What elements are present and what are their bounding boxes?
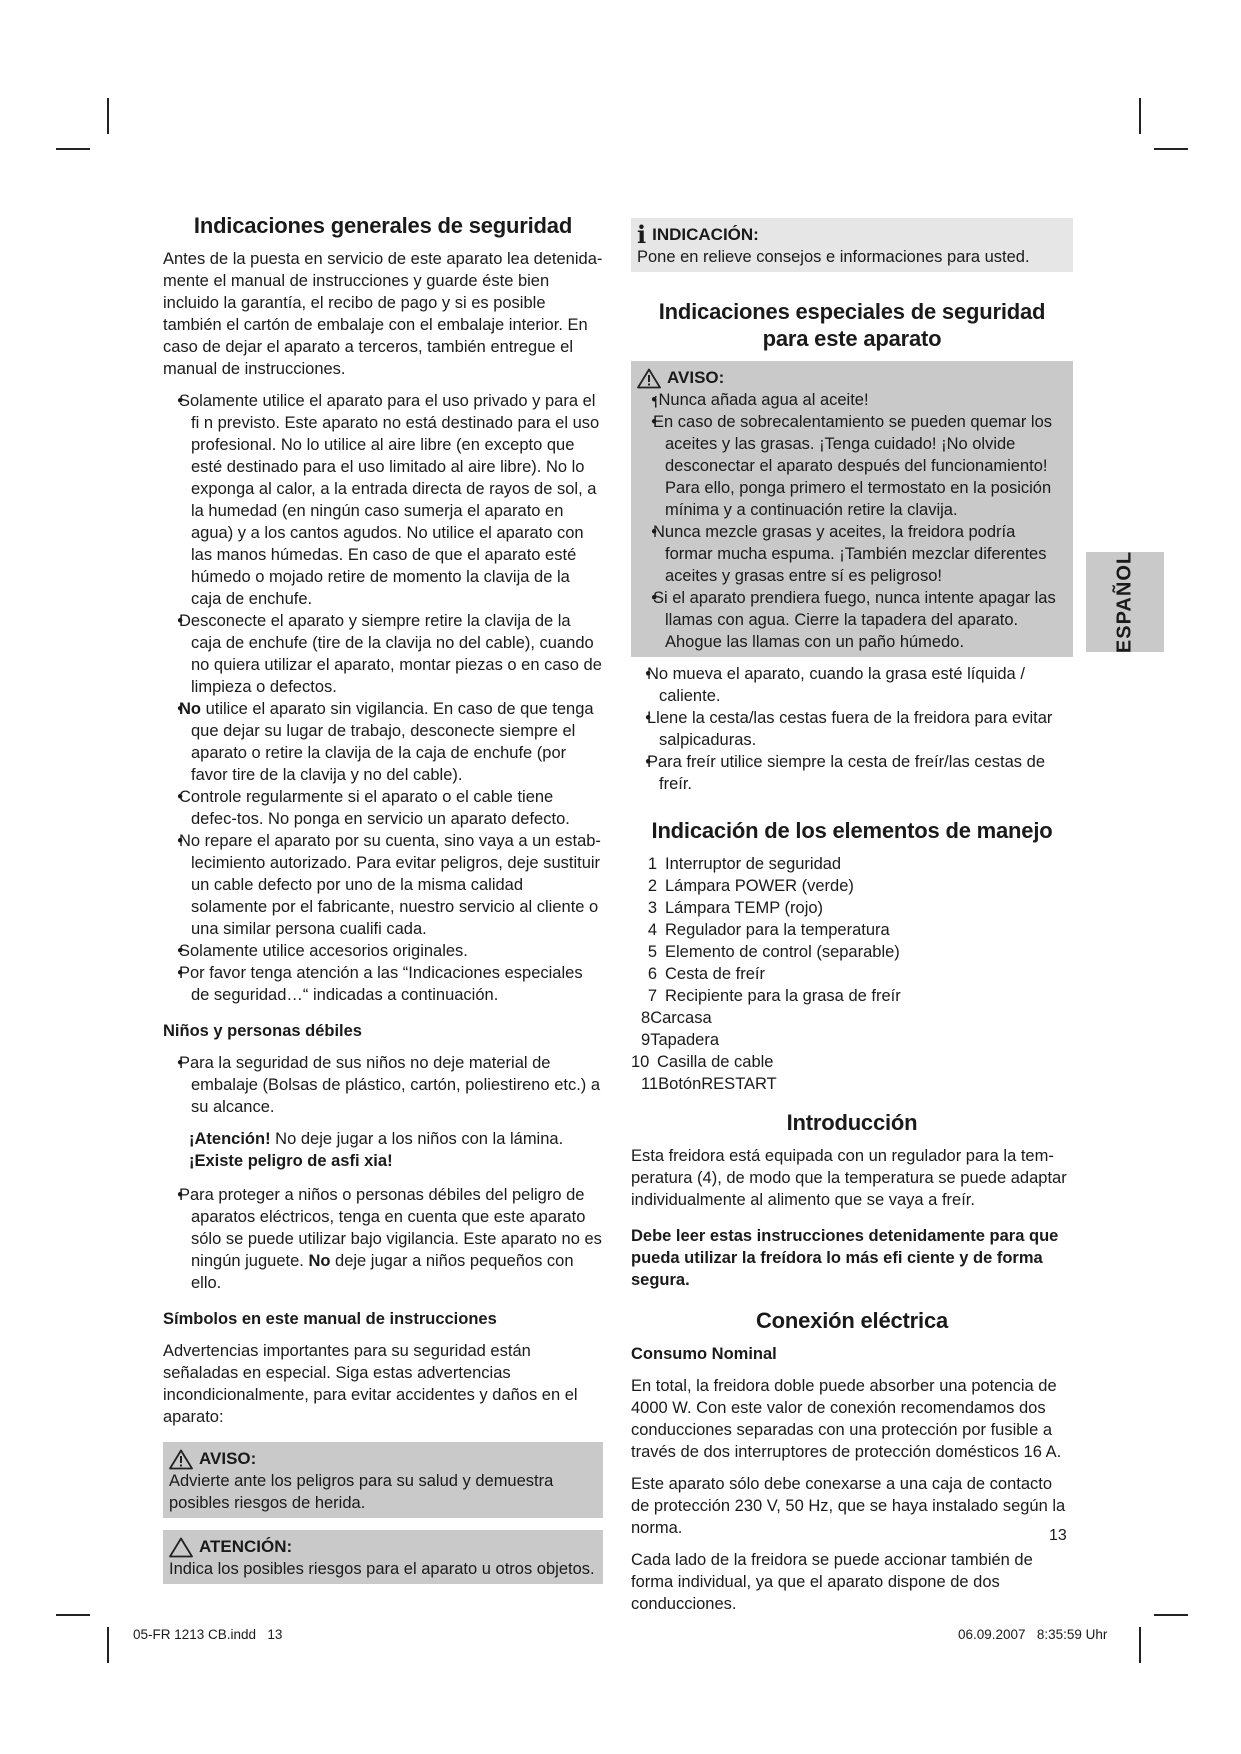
right-column — [631, 218, 1073, 1625]
element-label: Cesta de freír — [665, 965, 765, 983]
list-item: • Nunca mezcle grasas y aceites, la freidora podría formar mucha espuma. ¡También mezclar diferentes aceites y grasas entre sí es peligroso! — [637, 521, 1065, 587]
indicacion-label: INDICACIÓN: — [652, 225, 759, 244]
aviso-label: AVISO: — [667, 368, 725, 387]
symbols-paragraph: Advertencias importantes para su seguridad están señaladas en especial. Siga estas advertencias incondicionalmente, para evitar accidentes y daños en el aparato: — [163, 1342, 578, 1426]
list-item: • Para freír utilice siempre la cesta de freír/las cestas de freír. — [631, 751, 1073, 795]
crop-mark — [1154, 148, 1188, 150]
list-item — [641, 897, 1073, 919]
language-tab-label: ESPAÑOL — [1113, 550, 1136, 654]
crop-mark — [1139, 1627, 1141, 1663]
list-item — [631, 1051, 1073, 1073]
emphasis: ¡Existe peligro de asfi xia! — [189, 1152, 393, 1170]
language-tab — [1086, 552, 1164, 652]
element-number: 7 — [647, 987, 657, 1005]
attention-note — [163, 1128, 603, 1172]
aviso-box — [163, 1442, 603, 1518]
section-heading: Indicación de los elementos de manejo — [651, 818, 1053, 843]
element-label: Carcasa — [650, 1009, 712, 1027]
list-item — [641, 875, 1073, 897]
indicacion-box — [631, 218, 1073, 272]
element-label: Elemento de control (separable) — [665, 943, 900, 961]
list-item: • Controle regularmente si el aparato o el cable tiene defec-tos. No ponga en servicio un aparato defecto. — [163, 786, 603, 830]
element-number: 8 — [641, 1009, 651, 1027]
attention-text: No deje jugar a los niños con la lámina. — [270, 1130, 564, 1148]
element-number: 3 — [647, 899, 657, 917]
section-heading: Conexión eléctrica — [755, 1308, 949, 1333]
list-item: • Desconecte el aparato y siempre retire la clavija de la caja de enchufe (tire de la clavija no del cable), cuando no quiera utilizar el aparato, montar piezas o en caso de limpieza o defectos. — [163, 610, 603, 698]
element-number: 11 — [641, 1075, 659, 1093]
list-item — [641, 941, 1073, 963]
element-number: 5 — [647, 943, 657, 961]
aviso-text: Advierte ante los peligros para su salud y demuestra posibles riesgos de herida. — [169, 1472, 554, 1512]
list-item — [163, 698, 603, 786]
section-heading: Indicaciones generales de seguridad — [193, 213, 573, 238]
conexion-paragraph: Este aparato sólo debe conexarse a una caja de contacto de protección 230 V, 50 Hz, que se haya instalado según la norma. — [631, 1475, 1066, 1537]
subheading-symbols: Símbolos en este manual de instrucciones — [163, 1310, 497, 1328]
crop-mark — [56, 1614, 90, 1616]
warning-triangle-icon — [169, 1449, 193, 1470]
crop-mark — [56, 148, 90, 150]
heading-line: Indicaciones especiales de seguridad — [658, 299, 1046, 324]
element-number: 10 — [631, 1053, 650, 1071]
aviso-title — [637, 367, 1065, 389]
atencion-title — [169, 1536, 595, 1558]
element-label: Regulador para la temperatura — [665, 921, 890, 939]
caution-triangle-icon — [169, 1537, 193, 1558]
safety-list — [163, 390, 603, 1006]
element-label: Recipiente para la grasa de freír — [665, 987, 901, 1005]
aviso-list — [637, 389, 1065, 653]
lado-paragraph: Cada lado de la freidora se puede accionar también de forma individual, ya que el aparato dispone de dos conducciones. — [631, 1551, 1033, 1613]
warning-triangle-icon — [637, 368, 661, 389]
indicacion-text: Pone en relieve consejos e informaciones para usted. — [637, 248, 1030, 266]
list-item-text: utilice el aparato sin vigilancia. En caso de que tenga que dejar su lugar de trabajo, desconecte siempre el aparato o retire la clavija de la caja de enchufe (por favor tire de la clavija y no del cable). — [191, 700, 594, 784]
element-number: 6 — [647, 965, 657, 983]
element-number: 9 — [641, 1031, 651, 1049]
list-item: • Solamente utilice accesorios originales. — [163, 940, 603, 962]
intro-paragraph: Antes de la puesta en servicio de este aparato lea detenida-mente el manual de instrucciones y guarde éste bien incluido la garantía, el recibo de pago y si es posible también el cartón de embalaje con el embalaje interior. En caso de dejar el aparato a terceros, también entregue el manual de instrucciones. — [163, 250, 603, 378]
subheading-children: Niños y personas débiles — [163, 1022, 362, 1040]
element-label: Casilla de cable — [657, 1053, 774, 1071]
elements-list — [631, 853, 1073, 1095]
element-label: Tapadera — [650, 1031, 719, 1049]
list-item: • Solamente utilice el aparato para el uso privado y para el fi n previsto. Este aparato no está destinado para el uso profesional. No lo utilice al aire libre (en excepto que esté destinado para el uso limitado al aire libre). No lo exponga al calor, a la entrada directa de rayos de sol, a la humedad (en ningún caso sumerja el aparato en agua) y a los cantos agudos. No utilice el aparato con las manos húmedas. En caso de que el aparato esté húmedo o mojado retire de momento la clavija de la caja de enchufe. — [163, 390, 603, 610]
intro-bold-paragraph: Debe leer estas instrucciones detenidamente para que pueda utilizar la freídora lo más efi ciente y de forma segura. — [631, 1227, 1059, 1289]
element-label: Botón — [658, 1075, 702, 1093]
children-list-2 — [163, 1184, 603, 1294]
footer-file-info: 05-FR 1213 CB.indd 13 — [133, 1627, 283, 1642]
list-item — [641, 985, 1073, 1007]
element-number: 2 — [647, 877, 657, 895]
list-item: • Llene la cesta/las cestas fuera de la freidora para evitar salpicaduras. — [631, 707, 1073, 751]
emphasis: ¡Atención! — [189, 1130, 271, 1148]
list-item — [641, 963, 1073, 985]
left-column — [163, 212, 603, 1596]
element-number: 1 — [647, 855, 657, 873]
list-item-text: deje jugar a niños pequeños con ello. — [191, 1252, 574, 1292]
heading-line: para este aparato — [762, 326, 942, 351]
section-heading — [631, 298, 1073, 352]
footer-timestamp: 06.09.2007 8:35:59 Uhr — [958, 1627, 1108, 1642]
list-item: • En caso de sobrecalentamiento se pueden quemar los aceites y las grasas. ¡Tenga cuidado! ¡No olvide desconectar el aparato después del funcionamiento! Para ello, ponga primero el termostato en la posición mínima y a continuación retire la clavija. — [637, 411, 1065, 521]
fryer-list — [631, 663, 1073, 795]
element-number: 4 — [647, 921, 657, 939]
element-label: Interruptor de seguridad — [665, 855, 842, 873]
crop-mark — [107, 1627, 109, 1663]
emphasis: No — [179, 700, 201, 718]
crop-mark — [1139, 98, 1141, 134]
crop-mark — [1154, 1614, 1188, 1616]
intro-paragraph: Esta freidora está equipada con un regulador para la tem-peratura (4), de modo que la temperatura se puede adaptar individualmente al alimento que se vaya a freír. — [631, 1147, 1067, 1209]
list-item: • Para la seguridad de sus niños no deje material de embalaje (Bolsas de plástico, cartón, poliestireno etc.) a su alcance. — [163, 1052, 603, 1118]
children-list — [163, 1052, 603, 1118]
list-item: • Si el aparato prendiera fuego, nunca intente apagar las llamas con agua. Cierre la tapadera del aparato. Ahogue las llamas con un paño húmedo. — [637, 587, 1065, 653]
emphasis: No — [308, 1252, 331, 1270]
list-item: • No repare el aparato por su cuenta, sino vaya a un estab-lecimiento autorizado. Para evitar peligros, deje sustituir un cable defecto por uno de la misma calidad solamente por el fabricante, nuestro servicio al cliente o una similar persona cualifi cada. — [163, 830, 603, 940]
aviso-box — [631, 361, 1073, 657]
atencion-text: Indica los posibles riesgos para el aparato u otros objetos. — [169, 1560, 595, 1578]
crop-mark — [107, 98, 109, 134]
element-label: Lámpara TEMP (rojo) — [665, 899, 824, 917]
info-icon: i — [637, 220, 647, 249]
list-item-text: Para proteger a niños o personas débiles del peligro de aparatos eléctricos, tenga en cuenta que este aparato sólo se puede utilizar bajo vigilancia. Este aparato no es ningún juguete. — [179, 1186, 602, 1270]
atencion-label: ATENCIÓN: — [199, 1537, 293, 1556]
list-item — [641, 919, 1073, 941]
list-item: • Por favor tenga atención a las “Indicaciones especiales de seguridad…“ indicadas a continuación. — [163, 962, 603, 1006]
aviso-label: AVISO: — [199, 1449, 257, 1468]
subheading-consumo: Consumo Nominal — [631, 1345, 777, 1363]
list-item: • No mueva el aparato, cuando la grasa esté líquida / caliente. — [631, 663, 1073, 707]
element-extra: RESTART — [701, 1075, 777, 1093]
section-heading: Introducción — [786, 1110, 918, 1135]
element-label: Lámpara POWER (verde) — [665, 877, 854, 895]
atencion-box — [163, 1530, 603, 1584]
page-number: 13 — [1049, 1527, 1067, 1544]
list-item — [641, 1029, 1073, 1051]
list-item — [641, 1007, 1073, 1029]
list-item — [163, 1184, 603, 1294]
aviso-title — [169, 1448, 595, 1470]
list-item — [641, 853, 1073, 875]
list-item — [641, 1073, 1073, 1095]
list-item: • ¡Nunca añada agua al aceite! — [637, 389, 1065, 411]
indicacion-title — [637, 220, 1065, 249]
consumo-paragraph: En total, la freidora doble puede absorber una potencia de 4000 W. Con este valor de conexión recomendamos dos conducciones separadas con una protección por fusible a través de dos interruptores de protección domésticos 16 A. — [631, 1377, 1062, 1461]
